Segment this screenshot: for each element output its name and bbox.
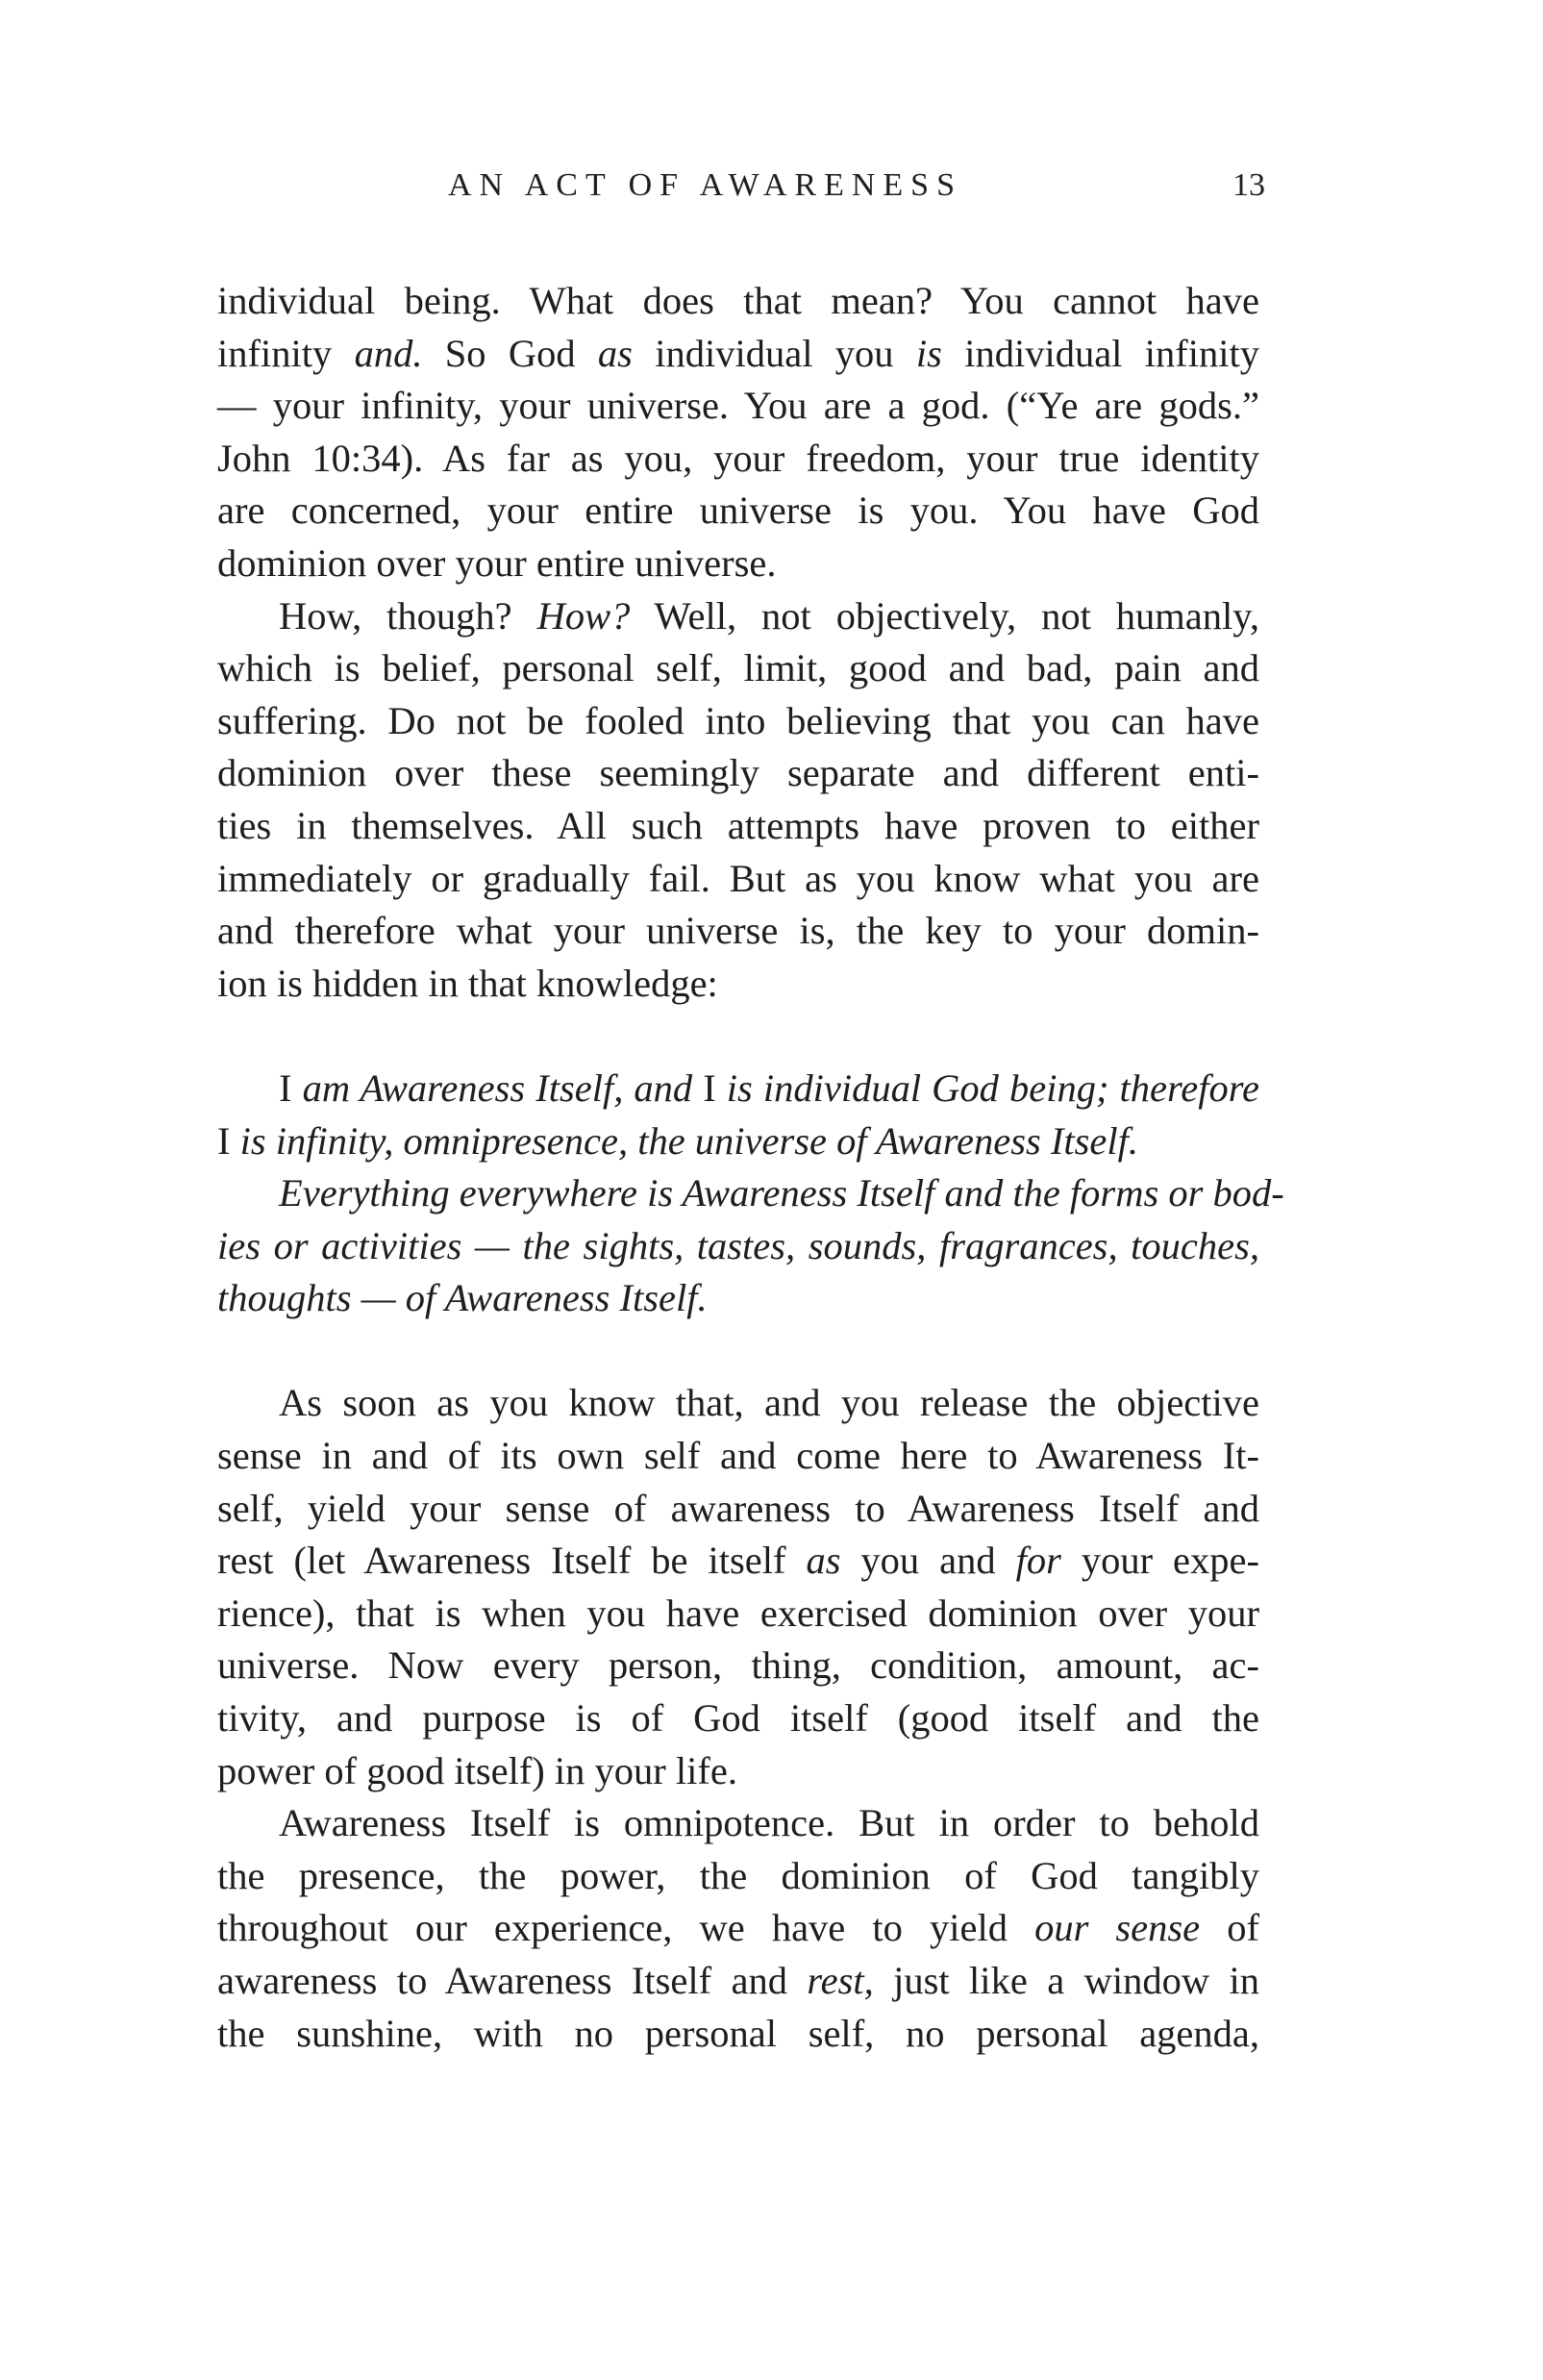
text-line: awareness to Awareness Itself and rest, just like a window in	[217, 1959, 1259, 2002]
paragraph-gap	[217, 1010, 1259, 1063]
body-text	[217, 275, 1284, 2060]
text-line: the presence, the power, the dominion of God tangibly	[217, 1853, 1259, 1897]
text-line: Everything everywhere is Awareness Itself and the forms or bod-	[279, 1171, 1284, 1215]
paragraph	[217, 1167, 1284, 1325]
text-line: which is belief, personal self, limit, good and bad, pain and	[217, 646, 1259, 690]
text-line: How, though? How? Well, not objectively, not humanly,	[279, 593, 1259, 638]
text-line: ion is hidden in that knowledge:	[217, 961, 718, 1005]
text-line: are concerned, your entire universe is you. You have God	[217, 489, 1259, 533]
text-line: John 10:34). As far as you, your freedom, your true identity	[217, 436, 1259, 480]
text-line: ies or activities — the sights, tastes, sounds, fragrances, touches,	[217, 1223, 1259, 1267]
text-line: immediately or gradually fail. But as you know what you are	[217, 856, 1259, 900]
text-line: tivity, and purpose is of God itself (good itself and the	[217, 1696, 1259, 1741]
text-line: thoughts — of Awareness Itself.	[217, 1276, 708, 1320]
paragraph	[217, 1063, 1259, 1167]
page-number: 13	[1232, 167, 1265, 203]
text-line: rest (let Awareness Itself be itself as you and for your expe-	[217, 1539, 1259, 1583]
text-line: As soon as you know that, and you release the objective	[279, 1381, 1259, 1425]
text-line: dominion over your entire universe.	[217, 540, 777, 585]
text-line: Awareness Itself is omnipotence. But in order to behold	[279, 1801, 1259, 1845]
text-line: I am Awareness Itself, and I is individual God being; therefore	[279, 1065, 1259, 1110]
paragraph	[217, 1797, 1259, 2060]
running-head	[217, 162, 1265, 210]
paragraph	[217, 275, 1259, 590]
text-line: ties in themselves. All such attempts have proven to either	[217, 803, 1259, 847]
text-line: universe. Now every person, thing, condition, amount, ac-	[217, 1643, 1259, 1688]
paragraph-gap	[217, 1325, 1259, 1378]
running-head-title: AN ACT OF AWARENESS	[448, 167, 962, 203]
text-line: throughout our experience, we have to yield our sense of	[217, 1906, 1259, 1950]
text-line: sense in and of its own self and come here to Awareness It-	[217, 1434, 1259, 1478]
text-line: dominion over these seemingly separate and different enti-	[217, 751, 1259, 795]
text-line: suffering. Do not be fooled into believing that you can have	[217, 698, 1259, 742]
text-line: and therefore what your universe is, the key to your domin-	[217, 909, 1259, 953]
paragraph	[217, 590, 1259, 1011]
text-line: power of good itself) in your life.	[217, 1748, 737, 1792]
paragraph	[217, 1377, 1259, 1797]
text-line: — your infinity, your universe. You are a god. (“Ye are gods.”	[217, 384, 1259, 428]
text-line: infinity and. So God as individual you is individual infinity	[217, 331, 1259, 375]
text-line: I is infinity, omnipresence, the universe of Awareness Itself.	[217, 1118, 1138, 1163]
text-line: rience), that is when you have exercised dominion over your	[217, 1591, 1259, 1635]
text-line: the sunshine, with no personal self, no personal agenda,	[217, 2011, 1259, 2055]
text-line: self, yield your sense of awareness to Awareness Itself and	[217, 1486, 1259, 1530]
text-line: individual being. What does that mean? You cannot have	[217, 279, 1259, 322]
